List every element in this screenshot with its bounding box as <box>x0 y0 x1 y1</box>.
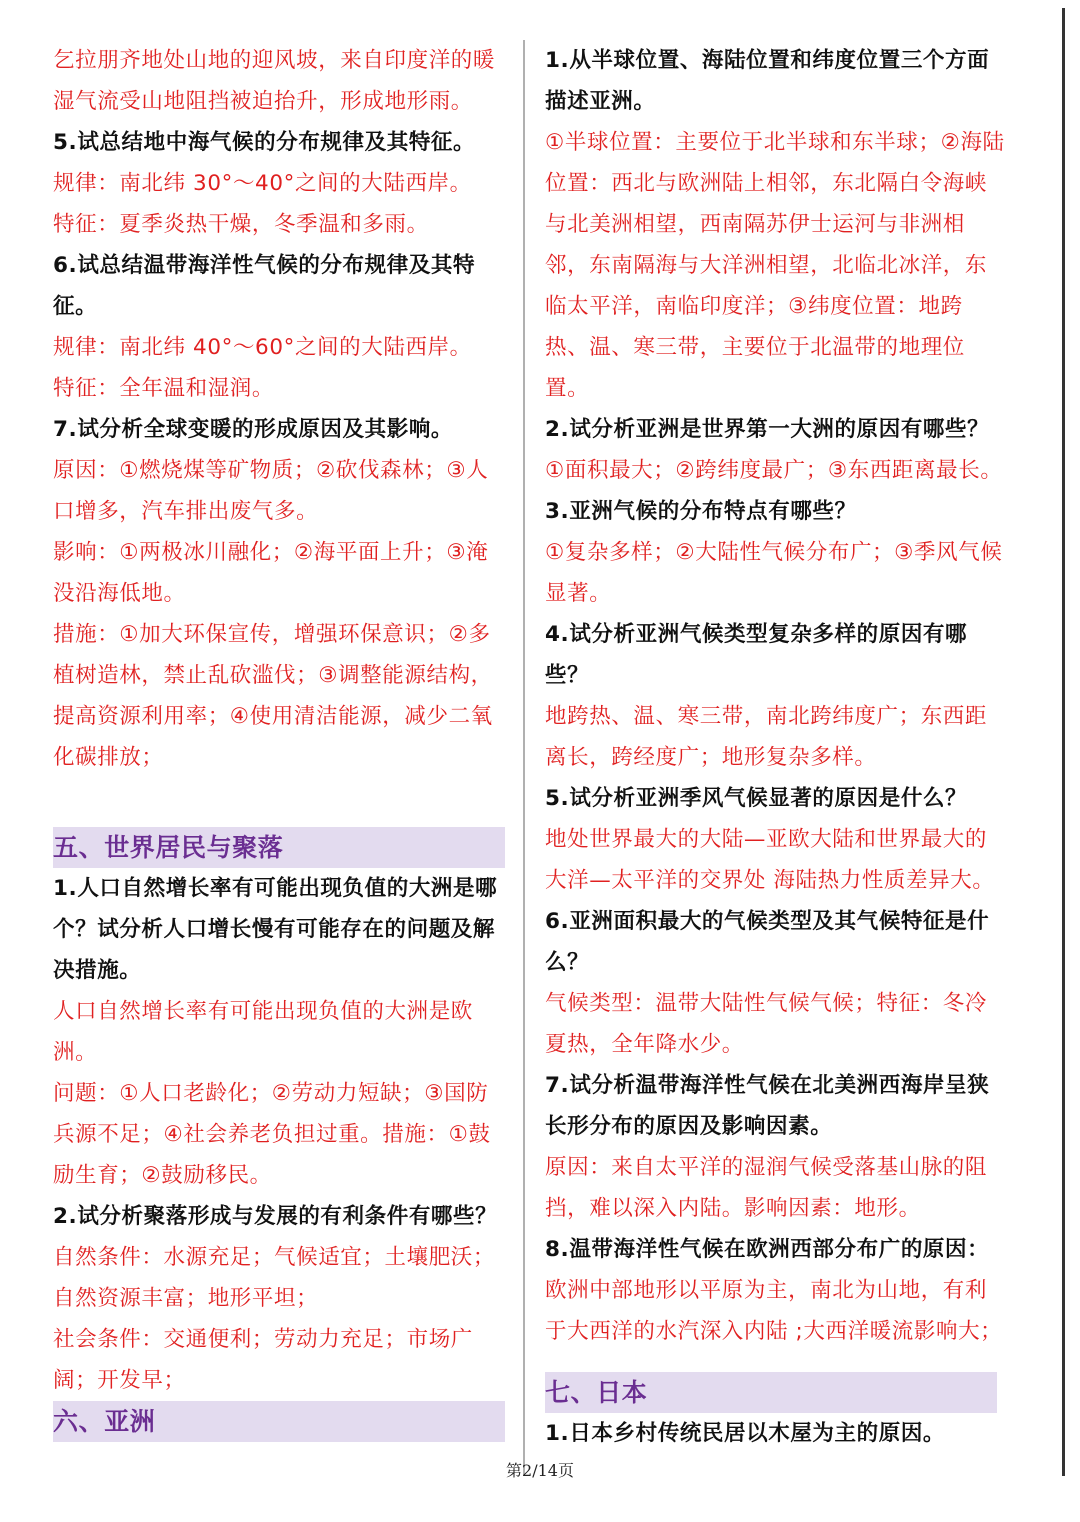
column-divider <box>523 40 525 1476</box>
answer-text: 原因：来自太平洋的湿润气候受落基山脉的阻挡，难以深入内陆。影响因素：地形。 <box>545 1155 988 1221</box>
question-1: 1.人口自然增长率有可能出现负值的大洲是哪个？试分析人口增长慢有可能存在的问题及解决措施。 <box>53 876 498 983</box>
answer-text: 规律：南北纬 30°～40°之间的大陆西岸。 <box>53 171 472 196</box>
answer-text: 社会条件：交通便利；劳动力充足；市场广阔；开发早； <box>53 1327 473 1393</box>
answer-text: ①半球位置：主要位于北半球和东半球；②海陆位置：西北与欧洲陆上相邻，东北隔白令海峡与北美洲相望，西南隔苏伊士运河与非洲相邻，东南隔海与大洋洲相望，北临北冰洋，东临太平洋，南临印度洋；③纬度位置：地跨热、温、寒三带，主要位于北温带的地理位置。 <box>545 130 1005 401</box>
answer-text: 乞拉朋齐地处山地的迎风坡，来自印度洋的暖湿气流受山地阻挡被迫抬升，形成地形雨。 <box>53 48 496 114</box>
left-column <box>53 40 508 1442</box>
answer-text: 措施：①加大环保宣传，增强环保意识；②多植树造林，禁止乱砍滥伐；③调整能源结构，提高资源利用率；④使用清洁能源，减少二氧化碳排放； <box>53 622 493 770</box>
question-8: 8.温带海洋性气候在欧洲西部分布广的原因： <box>545 1237 990 1262</box>
answer-text: 人口自然增长率有可能出现负值的大洲是欧洲。 <box>53 999 473 1065</box>
question-3: 3.亚洲气候的分布特点有哪些？ <box>545 499 857 524</box>
question-2: 2.试分析聚落形成与发展的有利条件有哪些？ <box>53 1204 498 1229</box>
question-5: 5.试分析亚洲季风气候显著的原因是什么？ <box>545 786 968 811</box>
answer-text: 原因：①燃烧煤等矿物质；②砍伐森林；③人口增多，汽车排出废气多。 <box>53 458 489 524</box>
question-7: 7.试分析全球变暖的形成原因及其影响。 <box>53 417 454 442</box>
answer-text: 气候类型：温带大陆性气候气候；特征：冬冷夏热，全年降水少。 <box>545 991 988 1057</box>
question-1: 1.日本乡村传统民居以木屋为主的原因。 <box>545 1421 946 1446</box>
answer-text: 自然条件：水源充足；气候适宜；土壤肥沃；自然资源丰富；地形平坦； <box>53 1245 496 1311</box>
question-4: 4.试分析亚洲气候类型复杂多样的原因有哪些？ <box>545 622 968 688</box>
page-number: 第2/14页 <box>506 1461 574 1480</box>
answer-text: 欧洲中部地形以平原为主，南北为山地，有利于大西洋的水汽深入内陆 ;大西洋暖流影响大； <box>545 1278 1003 1344</box>
spacer <box>545 1352 1005 1372</box>
section-heading: 五、世界居民与聚落 <box>53 827 505 868</box>
question-1: 1.从半球位置、海陆位置和纬度位置三个方面描述亚洲。 <box>545 48 990 114</box>
question-6: 6.试总结温带海洋性气候的分布规律及其特征。 <box>53 253 476 319</box>
answer-text: 影响：①两极冰川融化；②海平面上升；③淹没沿海低地。 <box>53 540 489 606</box>
answer-text: 特征：夏季炎热干燥，冬季温和多雨。 <box>53 212 429 237</box>
section-heading: 六、亚洲 <box>53 1401 505 1442</box>
question-2: 2.试分析亚洲是世界第一大洲的原因有哪些？ <box>545 417 990 442</box>
answer-text: 规律：南北纬 40°～60°之间的大陆西岸。 <box>53 335 472 360</box>
section-heading: 七、日本 <box>545 1372 997 1413</box>
answer-text: 特征：全年温和湿润。 <box>53 376 275 401</box>
question-6: 6.亚洲面积最大的气候类型及其气候特征是什么？ <box>545 909 990 975</box>
page-edge-line <box>1062 8 1065 1476</box>
spacer <box>53 778 508 827</box>
answer-text: ①面积最大；②跨纬度最广；③东西距离最长。 <box>545 458 1003 483</box>
answer-text: 地处世界最大的大陆—亚欧大陆和世界最大的大洋—太平洋的交界处 海陆热力性质差异大。 <box>545 827 995 893</box>
question-7: 7.试分析温带海洋性气候在北美洲西海岸呈狭长形分布的原因及影响因素。 <box>545 1073 990 1139</box>
answer-text: 地跨热、温、寒三带，南北跨纬度广；东西距离长，跨经度广；地形复杂多样。 <box>545 704 988 770</box>
right-column <box>545 40 1005 1454</box>
question-5: 5.试总结地中海气候的分布规律及其特征。 <box>53 130 476 155</box>
answer-text: 问题：①人口老龄化；②劳动力短缺；③国防兵源不足；④社会养老负担过重。措施：①鼓励生育；②鼓励移民。 <box>53 1081 491 1188</box>
answer-text: ①复杂多样；②大陆性气候分布广；③季风气候显著。 <box>545 540 1003 606</box>
